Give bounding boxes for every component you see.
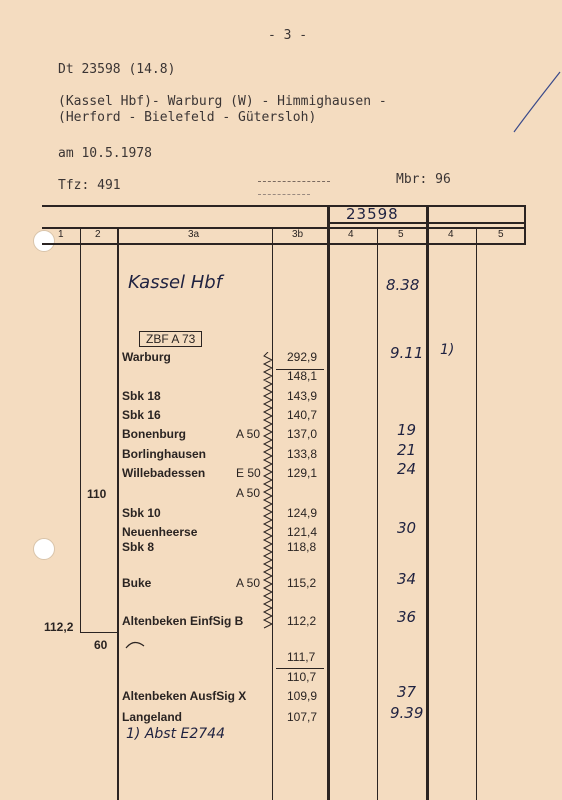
speed-col1-112-2: 112,2 bbox=[44, 620, 74, 634]
signal-speed: A 50 bbox=[236, 576, 261, 590]
km-value: 107,7 bbox=[287, 710, 318, 724]
station-name: Willebadessen bbox=[122, 466, 206, 480]
arrival-time: 36 bbox=[397, 608, 417, 626]
col-header-5: 5 bbox=[398, 229, 404, 240]
col-header-5b: 5 bbox=[498, 229, 504, 240]
km-value: 133,8 bbox=[287, 447, 318, 461]
col-divider-5-4 bbox=[426, 205, 429, 800]
punch-hole-bottom bbox=[33, 538, 55, 560]
station-name: Altenbeken EinfSig B bbox=[122, 614, 244, 628]
zbf-badge: ZBF A 73 bbox=[139, 331, 202, 347]
col-divider-2-3a bbox=[117, 227, 119, 800]
table-top-rule bbox=[42, 205, 526, 207]
train-title: Dt 23598 (14.8) bbox=[58, 62, 176, 77]
pencil-mark bbox=[510, 70, 562, 140]
km-value: 111,7 bbox=[287, 650, 316, 664]
col-divider-right bbox=[524, 205, 526, 245]
km-value: 115,2 bbox=[287, 576, 317, 590]
handwritten-start-station: Kassel Hbf bbox=[128, 272, 223, 293]
km-value: 292,9 bbox=[287, 350, 318, 364]
col-header-4b: 4 bbox=[448, 229, 454, 240]
arrival-time: 21 bbox=[397, 441, 417, 459]
km-value: 148,1 bbox=[287, 369, 318, 383]
arrival-time: 30 bbox=[397, 519, 417, 537]
arrival-time: 9.39 bbox=[390, 704, 424, 722]
arrival-time: 24 bbox=[397, 460, 417, 478]
col-header-3a: 3a bbox=[188, 229, 200, 240]
station-name: Sbk 10 bbox=[122, 506, 161, 520]
signal-speed: E 50 bbox=[236, 466, 261, 480]
station-name: Buke bbox=[122, 576, 152, 590]
station-name: Sbk 18 bbox=[122, 389, 161, 403]
col-header-3b: 3b bbox=[292, 229, 304, 240]
speed-col2-60: 60 bbox=[94, 638, 108, 652]
column-header-bottom-rule bbox=[42, 243, 526, 245]
arrival-time: 34 bbox=[397, 570, 417, 588]
km-value: 137,0 bbox=[287, 427, 318, 441]
col-header-4: 4 bbox=[348, 229, 354, 240]
speed-change-rule bbox=[80, 632, 119, 633]
dashed-strike-2 bbox=[258, 194, 310, 195]
col-divider-4-5 bbox=[377, 227, 378, 800]
km-value: 143,9 bbox=[287, 389, 318, 403]
station-name: Sbk 16 bbox=[122, 408, 161, 422]
station-name: Langeland bbox=[122, 710, 183, 724]
station-name: Warburg bbox=[122, 350, 171, 364]
tfz-line: Tfz: 491 bbox=[58, 178, 121, 193]
zigzag-track-marker bbox=[262, 352, 274, 632]
signal-speed: A 50 bbox=[236, 427, 261, 441]
route-line-1: (Kassel Hbf)- Warburg (W) - Himmighausen - bbox=[58, 94, 387, 109]
km-value: 140,7 bbox=[287, 408, 318, 422]
page-number: - 3 - bbox=[268, 28, 308, 43]
station-name: Neuenheerse bbox=[122, 525, 198, 539]
row-note: 1) bbox=[440, 342, 455, 358]
footnote: 1) Abst E2744 bbox=[126, 726, 225, 742]
km-value: 121,4 bbox=[287, 525, 318, 539]
arrival-time: 37 bbox=[397, 683, 417, 701]
km-value: 112,2 bbox=[287, 614, 317, 628]
arrival-time: 9.11 bbox=[390, 344, 424, 362]
km-value: 129,1 bbox=[287, 466, 318, 480]
start-time: 8.38 bbox=[386, 276, 420, 294]
arrival-time: 19 bbox=[397, 421, 417, 439]
col-header-1: 1 bbox=[58, 229, 64, 240]
km-value: 124,9 bbox=[287, 506, 318, 520]
punch-hole-top bbox=[33, 230, 55, 252]
km-value: 110,7 bbox=[287, 670, 317, 684]
speed-col2-110: 110 bbox=[87, 487, 107, 501]
col-header-2: 2 bbox=[95, 229, 101, 240]
route-line-2: (Herford - Bielefeld - Gütersloh) bbox=[58, 110, 317, 125]
col-divider-1-2 bbox=[80, 227, 81, 633]
arc-mark bbox=[124, 638, 146, 650]
station-name: Sbk 8 bbox=[122, 540, 155, 554]
station-name: Altenbeken AusfSig X bbox=[122, 689, 247, 703]
km-value: 109,9 bbox=[287, 689, 318, 703]
signal-speed: A 50 bbox=[236, 486, 261, 500]
col-divider-3b-4 bbox=[327, 205, 330, 800]
km-value: 118,8 bbox=[287, 540, 317, 554]
station-name: Borlinghausen bbox=[122, 447, 207, 461]
km-rule-2 bbox=[276, 668, 324, 669]
mbr-line: Mbr: 96 bbox=[396, 172, 451, 187]
station-name: Bonenburg bbox=[122, 427, 186, 441]
date-line: am 10.5.1978 bbox=[58, 146, 152, 161]
train-number-header: 23598 bbox=[346, 205, 399, 223]
dashed-strike bbox=[258, 181, 330, 182]
col-divider-4b-5b bbox=[476, 227, 477, 800]
